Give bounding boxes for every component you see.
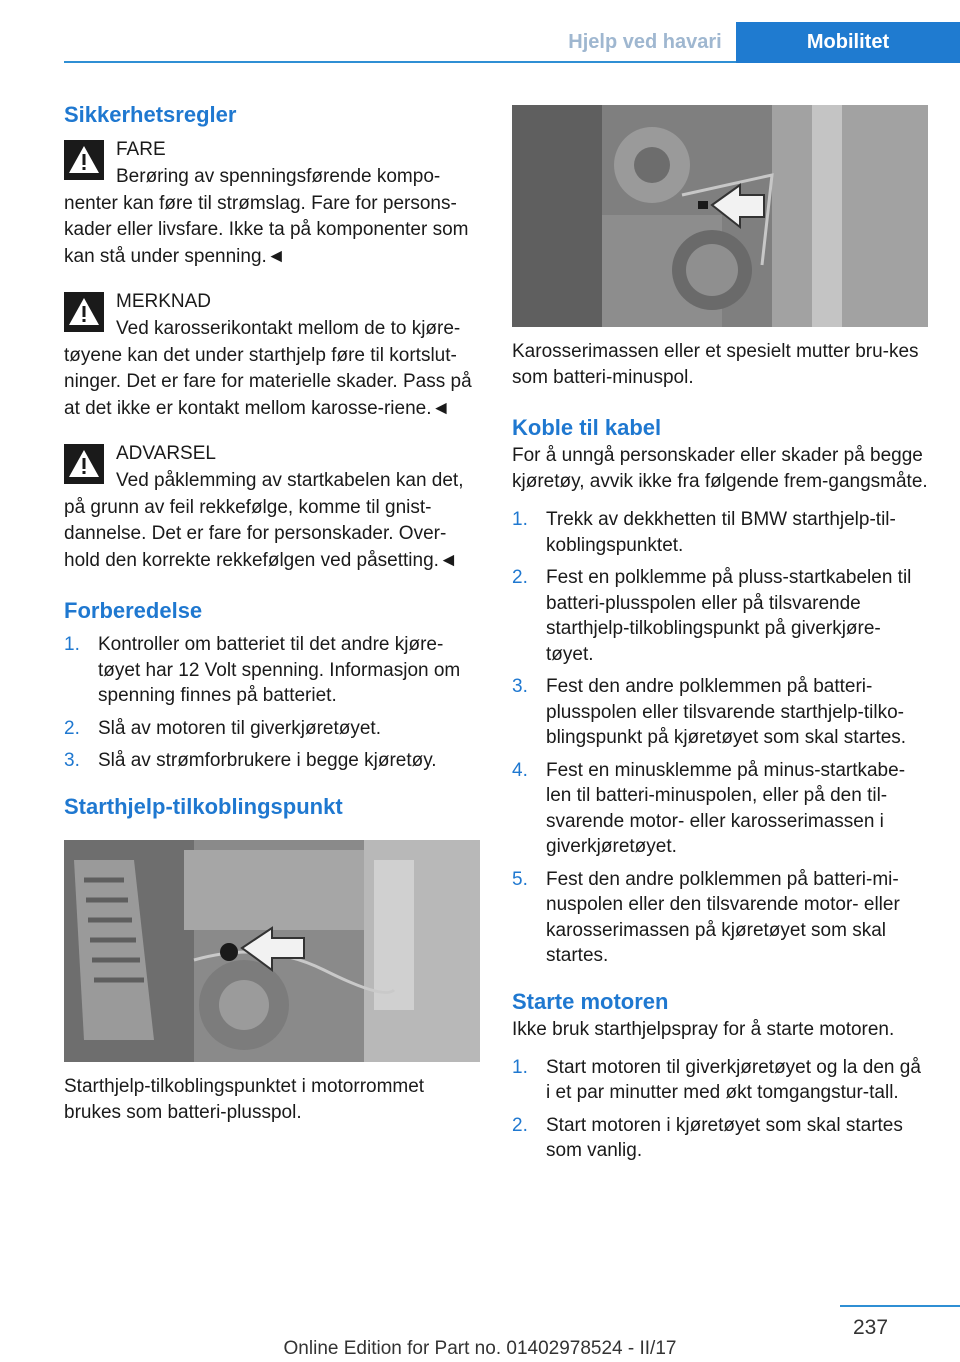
step-number: 2. — [512, 1114, 528, 1136]
warning-text: Berøring av spenningsførende kompo-nenter kan føre til strømslag. Fare for persons-kader eller livsfare. Ikke ta på komponenter som kan stå under spenning.◄ — [64, 166, 469, 267]
start-steps — [512, 1055, 928, 1164]
photo-caption-plus: Starthjelp-tilkoblingspunktet i motorrommet brukes som batteri-plusspol. — [64, 1075, 425, 1123]
step-number: 3. — [512, 676, 528, 697]
warning-triangle-icon — [64, 444, 104, 484]
engine-bay-illustration — [64, 840, 480, 1062]
list-item — [64, 716, 480, 742]
engine-bay-photo-minus — [512, 105, 928, 327]
list-item — [512, 1113, 928, 1164]
step-text: Fest en polklemme på pluss-startkabelen til batteri-plusspolen eller på tilsvarende starthjelp-tilkoblingspunkt på giverkjøre-tøyet. — [546, 567, 912, 665]
section-title-start-engine: Starte motoren — [512, 988, 669, 1014]
engine-bay-illustration — [512, 105, 928, 327]
engine-bay-photo-plus — [64, 840, 480, 1062]
photo-caption-minus: Karosserimassen eller et spesielt mutter bru-kes som batteri-minuspol. — [512, 341, 919, 388]
step-number: 1. — [512, 509, 528, 530]
section-title-preparation: Forberedelse — [64, 598, 203, 623]
warning-triangle-icon — [64, 292, 104, 332]
start-intro: Ikke bruk starthjelpspray for å starte motoren. — [512, 1018, 895, 1040]
list-item — [512, 674, 928, 751]
list-item — [64, 748, 480, 774]
warning-block-notice — [64, 288, 480, 422]
step-number: 2. — [512, 567, 528, 588]
page-number: 237 — [853, 1316, 889, 1339]
step-text: Slå av strømforbrukere i begge kjøretøy. — [98, 750, 437, 771]
step-text: Trekk av dekkhetten til BMW starthjelp-til-koblingspunktet. — [546, 509, 896, 556]
step-text: Kontroller om batteriet til det andre kjøre-tøyet har 12 Volt spenning. Informasjon om spenning finnes på batteriet. — [98, 634, 461, 706]
tab-hjelp-ved-havari[interactable]: Hjelp ved havari — [568, 31, 722, 53]
list-item — [512, 1055, 928, 1106]
list-item — [512, 507, 928, 558]
step-text: Fest den andre polklemmen på batteri-plusspolen eller tilsvarende starthjelp-tilko-blingspunkt på kjøretøyet som skal startes. — [546, 676, 907, 748]
warning-title: FARE — [116, 139, 166, 160]
preparation-steps — [64, 632, 480, 774]
step-number: 5. — [512, 868, 528, 890]
step-text: Start motoren i kjøretøyet som skal startes som vanlig. — [546, 1114, 903, 1161]
warning-triangle-icon — [64, 140, 104, 180]
section-title-connect-cable: Koble til kabel — [512, 415, 662, 440]
step-text: Slå av motoren til giverkjøretøyet. — [98, 717, 381, 739]
connect-steps — [512, 507, 928, 969]
footer-rule — [840, 1305, 960, 1307]
step-number: 4. — [512, 759, 528, 781]
tab-mobilitet[interactable]: Mobilitet — [736, 22, 960, 63]
step-number: 1. — [512, 1056, 528, 1078]
step-text: Fest en minusklemme på minus-startkabe-len til batteri-minuspolen, eller på den til-svarende motor- eller karosserimassen i giverkjøretøyet. — [546, 759, 906, 857]
connect-intro: For å unngå personskader eller skader på begge kjøretøy, avvik ikke fra følgende frem-gangsmåte. — [512, 445, 928, 492]
warning-title: MERKNAD — [116, 291, 212, 312]
left-column — [64, 100, 480, 1126]
list-item — [512, 565, 928, 667]
warning-text: Ved karosserikontakt mellom de to kjøre-tøyene kan det under starthjelp føre til kortslut-ninger. Det er fare for materielle skader. Pass på at det ikke er kontakt mellom karosse-riene.◄ — [64, 318, 472, 419]
section-title-jump-point: Starthjelp-tilkoblingspunkt — [64, 793, 343, 819]
right-column — [512, 105, 928, 1171]
warning-title: ADVARSEL — [116, 443, 216, 464]
list-item — [512, 758, 928, 860]
step-number: 2. — [64, 717, 80, 739]
list-item — [512, 867, 928, 969]
list-item — [64, 632, 480, 709]
section-title-safety: Sikkerhetsregler — [64, 102, 237, 127]
warning-block-caution — [64, 440, 480, 574]
step-text: Fest den andre polklemmen på batteri-mi-nuspolen eller den tilsvarende motor- eller karosserimassen på kjøretøyet som skal startes. — [546, 868, 900, 966]
step-number: 3. — [64, 750, 80, 771]
warning-text: Ved påklemming av startkabelen kan det, på grunn av feil rekkefølge, komme til gnist-dannelse. Det er fare for personskader. Over-hold den korrekte rekkefølgen ved påsetting.◄ — [64, 470, 464, 571]
step-number: 1. — [64, 634, 80, 655]
step-text: Start motoren til giverkjøretøyet og la den gå i et par minutter med økt tomgangstur-tall. — [546, 1056, 921, 1103]
warning-block-danger — [64, 136, 480, 270]
edition-footer: Online Edition for Part no. 01402978524 - II/17 — [283, 1338, 677, 1359]
